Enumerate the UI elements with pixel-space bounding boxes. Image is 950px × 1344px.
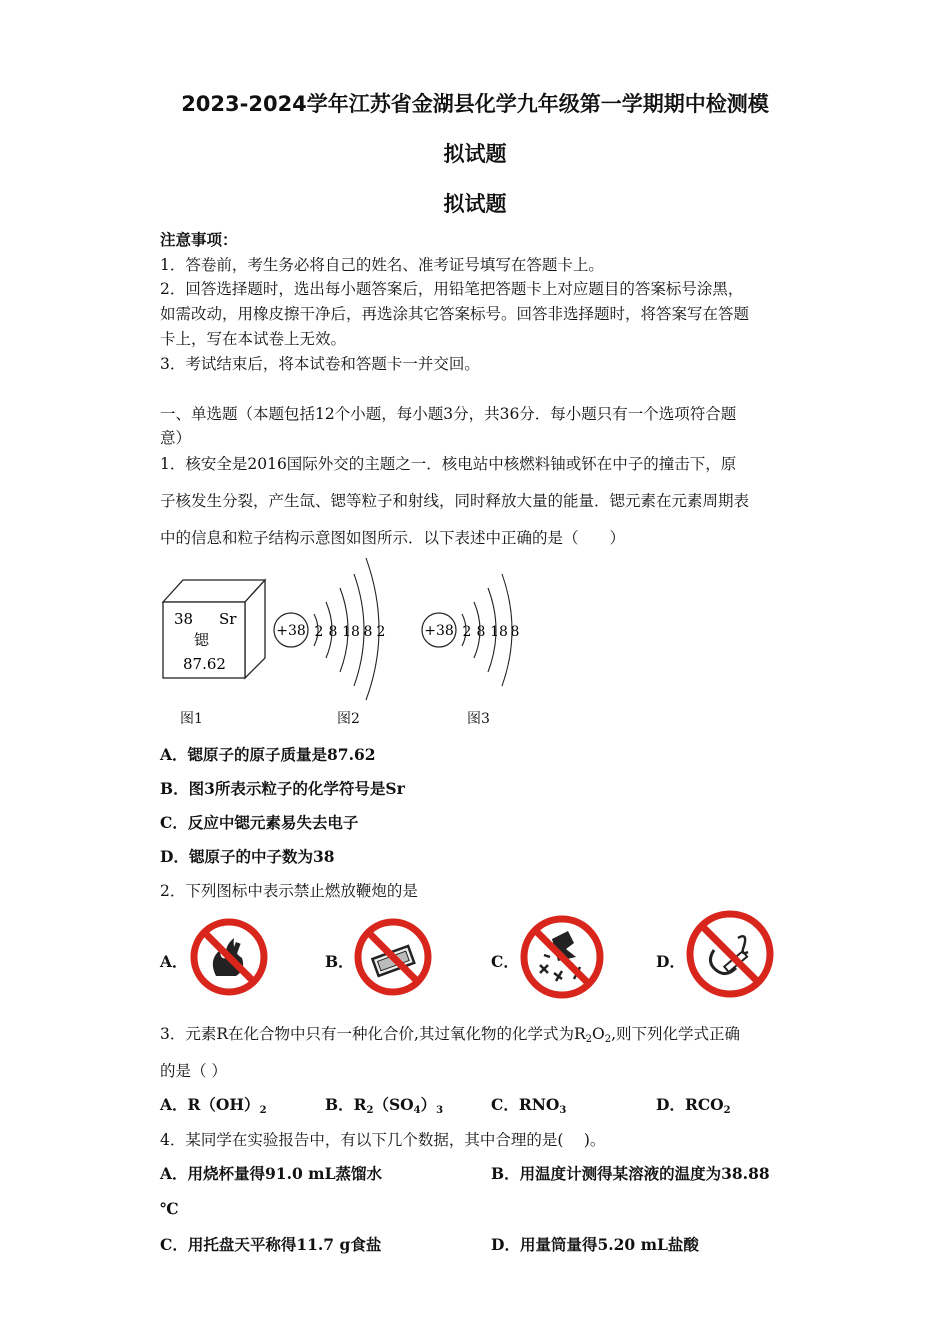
q4-option-b-unit: ℃ bbox=[160, 1199, 179, 1218]
q1-option-b[interactable]: B．图3所表示粒子的化学符号是Sr bbox=[160, 779, 405, 798]
q4-option-c[interactable]: C．用托盘天平称得11.7 g食盐 bbox=[160, 1235, 382, 1254]
q4-option-d[interactable]: D．用量筒量得5.20 mL盐酸 bbox=[491, 1235, 699, 1254]
section-heading-line1: 一、单选题（本题包括12个小题，每小题3分，共36分．每小题只有一个选项符合题 bbox=[160, 405, 737, 423]
atomic-number: 38 bbox=[174, 610, 194, 628]
shell-1-electrons: 2 bbox=[462, 624, 472, 640]
q3-stem-line1: 3．元素R在化合物中只有一种化合价,其过氧化物的化学式为$R_2O_2$,则下列化学式正确 bbox=[160, 1025, 741, 1045]
nucleus-charge: +38 bbox=[424, 623, 454, 639]
no-fire-icon[interactable] bbox=[188, 916, 270, 998]
notice-item-1: 1．答卷前，考生务必将自己的姓名、准考证号填写在答题卡上。 bbox=[160, 256, 604, 274]
q2-stem: 2．下列图标中表示禁止燃放鞭炮的是 bbox=[160, 882, 418, 900]
notice-item-2c: 卡上，写在本试卷上无效。 bbox=[160, 330, 347, 348]
q3-option-c[interactable]: C．$RNO_3$ bbox=[491, 1095, 567, 1116]
section-heading-line2: 意） bbox=[160, 429, 192, 447]
q4-option-a[interactable]: A．用烧杯量得91.0 mL蒸馏水 bbox=[160, 1164, 382, 1183]
shell-4-electrons: 8 bbox=[510, 624, 520, 640]
q4-stem: 4．某同学在实验报告中，有以下几个数据，其中合理的是( )。 bbox=[160, 1131, 606, 1149]
sr-ion-structure-diagram bbox=[418, 566, 528, 691]
sr-atom-structure-diagram bbox=[270, 552, 395, 702]
q3-option-d[interactable]: D．$RCO_2$ bbox=[656, 1095, 731, 1116]
shell-2-electrons: 8 bbox=[328, 624, 338, 640]
element-name: 锶 bbox=[194, 631, 210, 649]
shell-4-electrons: 8 bbox=[363, 624, 373, 640]
no-lighter-icon[interactable] bbox=[352, 916, 434, 998]
q1-option-c[interactable]: C．反应中锶元素易失去电子 bbox=[160, 813, 359, 832]
exam-title-line3: 拟试题 bbox=[443, 192, 507, 216]
no-firecracker-icon[interactable] bbox=[518, 913, 606, 1001]
q2-option-b-label[interactable]: B． bbox=[325, 952, 354, 971]
q1-stem-line3: 中的信息和粒子结构示意图如图所示．以下表述中正确的是（ ） bbox=[160, 529, 626, 547]
q3-stem-line2: 的是（ ） bbox=[160, 1062, 227, 1080]
q3-option-a[interactable]: A．$R(OH)_2$ bbox=[160, 1095, 267, 1116]
fig1-label: 图1 bbox=[180, 711, 203, 727]
exam-title-line2: 拟试题 bbox=[443, 142, 507, 166]
nucleus-charge: +38 bbox=[276, 623, 306, 639]
fig3-label: 图3 bbox=[467, 711, 490, 727]
element-symbol: Sr bbox=[219, 610, 237, 628]
notice-item-3: 3．考试结束后，将本试卷和答题卡一并交回。 bbox=[160, 355, 480, 373]
periodic-table-cell bbox=[155, 572, 270, 684]
atomic-mass: 87.62 bbox=[183, 655, 226, 673]
fig2-label: 图2 bbox=[337, 711, 360, 727]
q2-option-d-label[interactable]: D． bbox=[656, 952, 685, 971]
q3-option-b[interactable]: B．$R_2(SO_4)_3$ bbox=[325, 1095, 444, 1116]
no-smoking-icon[interactable] bbox=[684, 908, 776, 1000]
shell-2-electrons: 8 bbox=[476, 624, 486, 640]
q4-option-b[interactable]: B．用温度计测得某溶液的温度为38.88 bbox=[491, 1164, 770, 1183]
q1-option-a[interactable]: A．锶原子的原子质量是87.62 bbox=[160, 745, 376, 764]
notice-item-2a: 2．回答选择题时，选出每小题答案后，用铅笔把答题卡上对应题目的答案标号涂黑， bbox=[160, 280, 744, 298]
shell-5-electrons: 2 bbox=[376, 624, 386, 640]
shell-3-electrons: 18 bbox=[342, 624, 360, 640]
shell-3-electrons: 18 bbox=[490, 624, 508, 640]
q2-option-a-label[interactable]: A． bbox=[160, 952, 188, 971]
shell-1-electrons: 2 bbox=[314, 624, 324, 640]
notice-item-2b: 如需改动，用橡皮擦干净后，再选涂其它答案标号。回答非选择题时，将答案写在答题 bbox=[160, 305, 750, 323]
q1-stem-line1: 1．核安全是2016国际外交的主题之一．核电站中核燃料铀或钚在中子的撞击下，原 bbox=[160, 455, 737, 473]
q1-stem-line2: 子核发生分裂，产生氙、锶等粒子和射线，同时释放大量的能量．锶元素在元素周期表 bbox=[160, 492, 750, 510]
q1-option-d[interactable]: D．锶原子的中子数为38 bbox=[160, 847, 335, 866]
notice-heading: 注意事项： bbox=[160, 230, 238, 249]
q2-option-c-label[interactable]: C． bbox=[491, 952, 519, 971]
exam-title-line1: 2023-2024学年江苏省金湖县化学九年级第一学期期中检测模 bbox=[181, 92, 769, 116]
